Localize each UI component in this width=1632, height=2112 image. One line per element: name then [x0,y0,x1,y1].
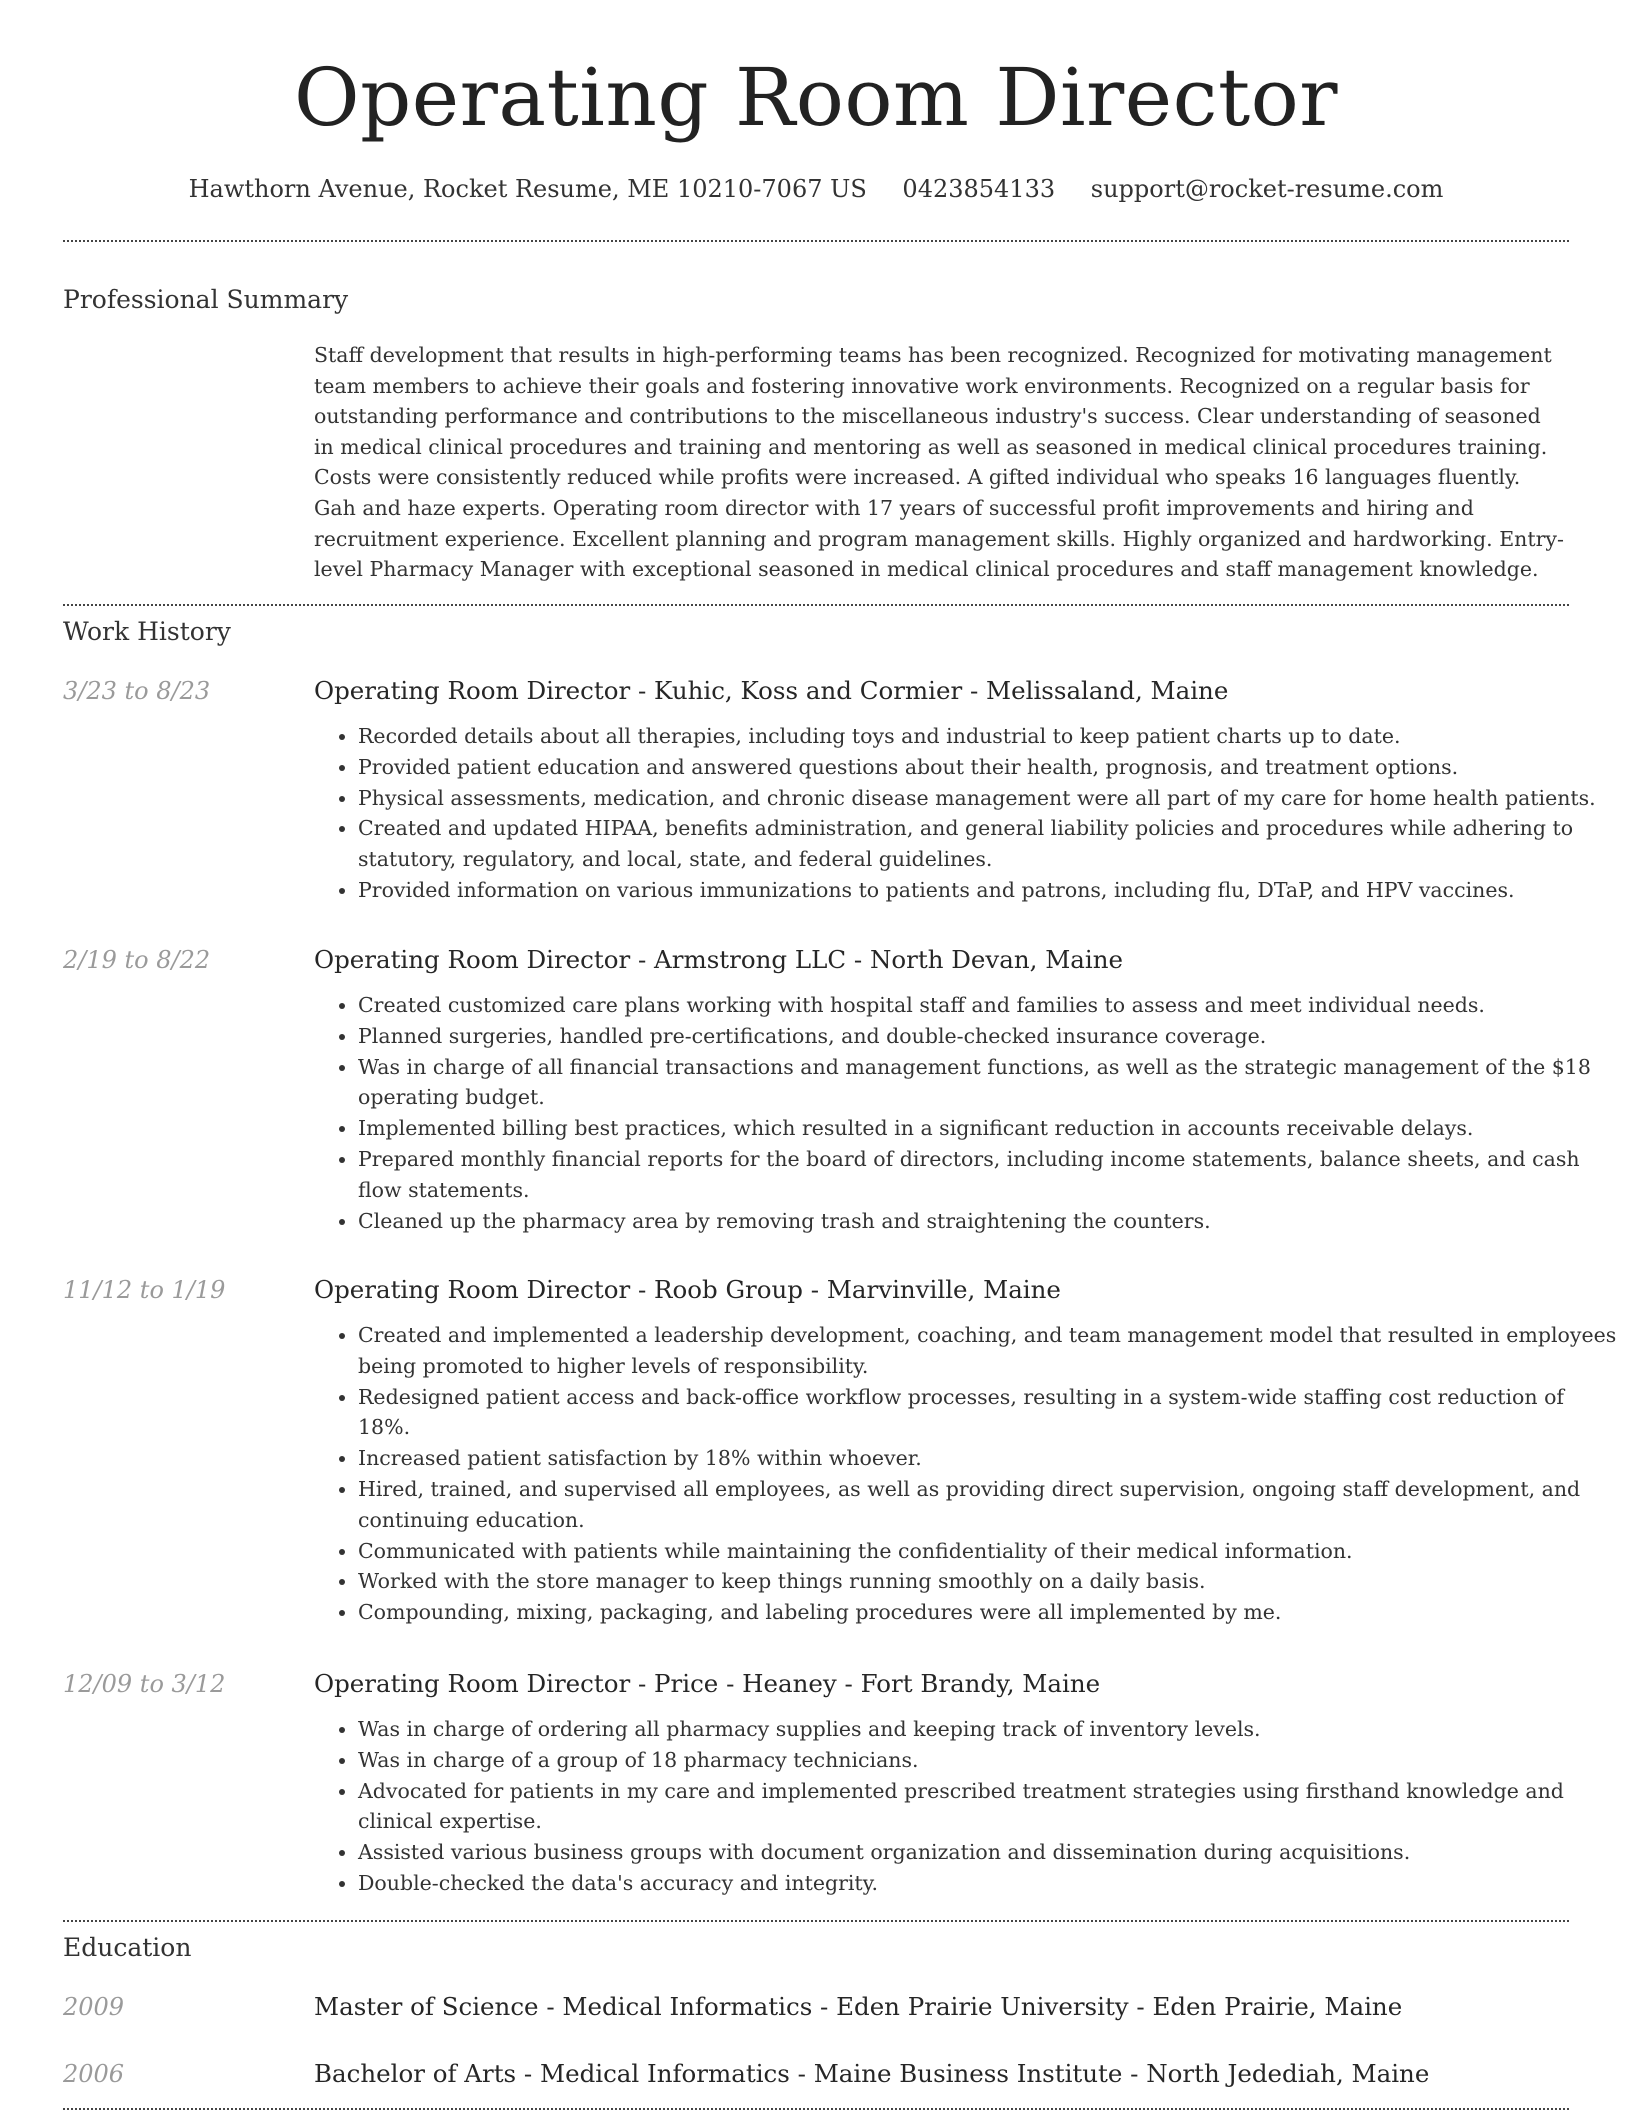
job-bullet: • Assisted various business groups with document organization and dissemination during acquisitions. [358,1837,1618,1868]
job-bullet: • Provided patient education and answered questions about their health, prognosis, and treatment options. [358,752,1618,783]
divider [63,1920,1569,1922]
job-bullet: • Physical assessments, medication, and chronic disease management were all part of my care for home health patients. [358,783,1618,814]
divider [63,240,1569,242]
divider [63,2108,1569,2110]
section-heading-work-history: Work History [63,617,231,646]
job-bullet: • Communicated with patients while maintaining the confidentiality of their medical information. [358,1536,1618,1567]
summary-text: Staff development that results in high-performing teams has been recognized. Recognized for motivating management team members to achieve their goals and fostering innovative work environments. Recognized on a regular basis for outstanding performance and contributions to the miscellaneous industry's success. Clear understanding of seasoned in medical clinical procedures and training and mentoring as well as seasoned in medical clinical procedures training. Costs were consistently reduced while profits were increased. A gifted individual who speaks 16 languages fluently. Gah and haze experts. Operating room director with 17 years of successful profit improvements and hiring and recruitment experience. Excellent planning and program management skills. Highly organized and hardworking. Entry-level Pharmacy Manager with exceptional seasoned in medical clinical procedures and staff management knowledge. [314,343,1564,582]
job-dates: 11/12 to 1/19 [63,1276,226,1304]
job-bullets [314,721,1618,906]
divider [63,604,1569,606]
job-bullet: • Created and implemented a leadership development, coaching, and team management model that resulted in employees being promoted to higher levels of responsibility. [358,1320,1618,1382]
job-bullet: • Was in charge of a group of 18 pharmacy technicians. [358,1745,1618,1776]
job-bullet: • Recorded details about all therapies, including toys and industrial to keep patient charts up to date. [358,721,1618,752]
job-dates: 3/23 to 8/23 [63,677,211,705]
candidate-name: Operating Room Director [294,51,1338,144]
job-bullet: • Was in charge of ordering all pharmacy supplies and keeping track of inventory levels. [358,1714,1618,1745]
job-bullets [314,990,1618,1236]
job-bullet: • Cleaned up the pharmacy area by removing trash and straightening the counters. [358,1206,1618,1237]
education-year: 2009 [63,1993,125,2021]
job-bullet: • Planned surgeries, handled pre-certifications, and double-checked insurance coverage. [358,1021,1618,1052]
job-dates: 12/09 to 3/12 [63,1670,226,1698]
job-bullet: • Worked with the store manager to keep things running smoothly on a daily basis. [358,1566,1618,1597]
job-bullet: • Compounding, mixing, packaging, and labeling procedures were all implemented by me. [358,1597,1618,1628]
job-title: Operating Room Director - Price - Heaney - Fort Brandy, Maine [314,1669,1101,1698]
job-title: Operating Room Director - Armstrong LLC - North Devan, Maine [314,945,1124,974]
section-heading-summary: Professional Summary [63,285,349,314]
job-bullet: • Provided information on various immunizations to patients and patrons, including flu, DTaP, and HPV vaccines. [358,875,1618,906]
job-bullet: • Advocated for patients in my care and implemented prescribed treatment strategies using firsthand knowledge and clinical expertise. [358,1776,1618,1838]
job-bullets [314,1320,1618,1628]
job-title: Operating Room Director - Roob Group - Marvinville, Maine [314,1275,1061,1304]
job-bullets [314,1714,1618,1899]
job-dates: 2/19 to 8/22 [63,946,211,974]
contact-line [0,170,1632,208]
job-bullet: • Increased patient satisfaction by 18% within whoever. [358,1443,1618,1474]
education-year: 2006 [63,2060,125,2088]
job-bullet: • Was in charge of all financial transactions and management functions, as well as the strategic management of the $18 operating budget. [358,1052,1618,1114]
job-bullet: • Prepared monthly financial reports for the board of directors, including income statements, balance sheets, and cash flow statements. [358,1144,1618,1206]
job-title: Operating Room Director - Kuhic, Koss and Cormier - Melissaland, Maine [314,676,1229,705]
job-bullet: • Hired, trained, and supervised all employees, as well as providing direct supervision, ongoing staff development, and continuing education. [358,1474,1618,1536]
job-bullet: • Double-checked the data's accuracy and integrity. [358,1868,1618,1899]
job-bullet: • Redesigned patient access and back-office workflow processes, resulting in a system-wide staffing cost reduction of 18%. [358,1382,1618,1444]
contact-phone: 0423854133 [902,175,1056,203]
job-bullet: • Created customized care plans working with hospital staff and families to assess and meet individual needs. [358,990,1618,1021]
job-bullet: • Created and updated HIPAA, benefits administration, and general liability policies and procedures while adhering to statutory, regulatory, and local, state, and federal guidelines. [358,813,1618,875]
contact-email: support@rocket-resume.com [1090,175,1444,203]
education-title: Master of Science - Medical Informatics - Eden Prairie University - Eden Prairie, Maine [314,1992,1403,2021]
contact-address: Hawthorn Avenue, Rocket Resume, ME 10210-7067 US [188,175,867,203]
section-heading-education: Education [63,1933,192,1962]
education-title: Bachelor of Arts - Medical Informatics - Maine Business Institute - North Jedediah, Maine [314,2059,1430,2088]
job-bullet: • Implemented billing best practices, which resulted in a significant reduction in accounts receivable delays. [358,1113,1618,1144]
